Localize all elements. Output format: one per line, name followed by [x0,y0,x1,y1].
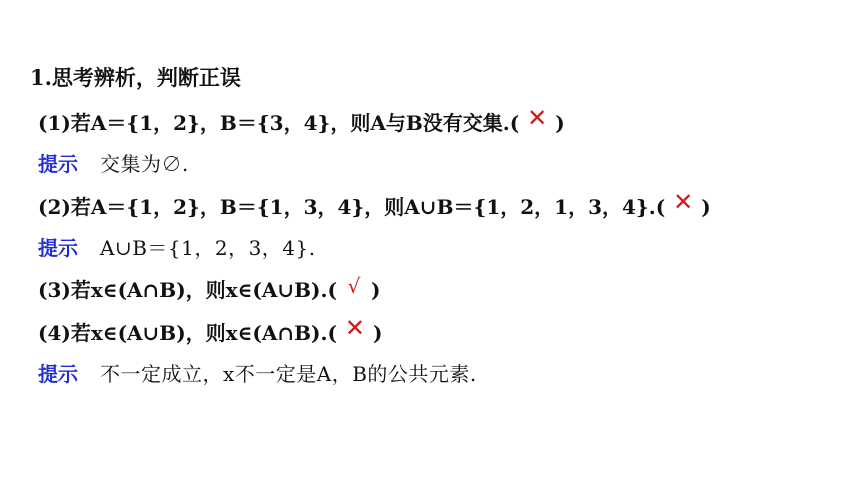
question-text: (1)若A＝{1，2}，B＝{3，4}，则A与B没有交集.( [38,111,520,135]
hint-text: A∪B＝{1，2，3，4}. [100,236,316,260]
hint-label: 提示 [38,236,78,260]
cross-mark-icon: ✕ [673,188,694,216]
close-paren: ) [372,321,383,345]
hint-3 [38,362,477,386]
cross-mark-icon: ✕ [344,314,365,342]
question-2 [38,188,711,219]
hint-label: 提示 [38,362,78,386]
question-text: (2)若A＝{1，2}，B＝{1，3，4}，则A∪B＝{1，2，1，3，4}.( [38,195,666,219]
question-1 [38,104,565,135]
close-paren: ) [370,278,381,302]
close-paren: ) [701,195,711,219]
section-title: 1.思考辨析，判断正误 [30,65,241,90]
hint-1 [38,152,189,176]
hint-text: 交集为∅. [100,152,189,176]
close-paren: ) [555,111,565,135]
question-text: (3)若x∈(A∩B)，则x∈(A∪B).( [38,278,337,302]
hint-2 [38,236,316,260]
hint-text: 不一定成立，x不一定是A，B的公共元素. [100,362,477,386]
cross-mark-icon: ✕ [527,104,548,132]
question-text: (4)若x∈(A∪B)，则x∈(A∩B).( [38,321,337,345]
check-mark-icon: √ [347,274,361,298]
question-3 [38,274,381,302]
question-4 [38,314,383,345]
hint-label: 提示 [38,152,78,176]
